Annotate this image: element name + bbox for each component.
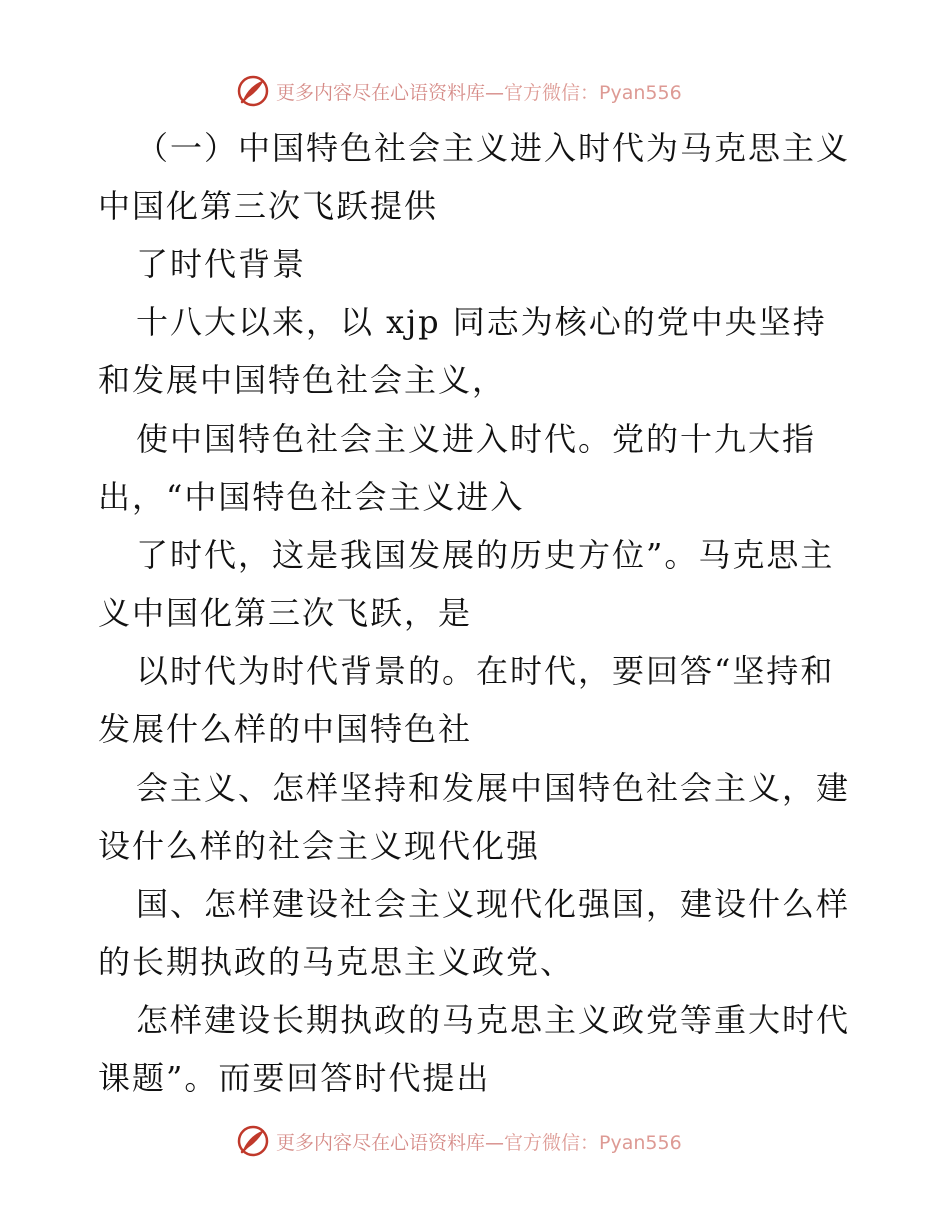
body-line: 中国化第三次飞跃提供	[98, 187, 439, 225]
body-line: 和发展中国特色社会主义，	[98, 361, 507, 399]
body-line: 课题”。而要回答时代提出	[98, 1059, 491, 1097]
body-line: 使中国特色社会主义进入时代。党的十九大指	[136, 420, 817, 458]
body-line: 了时代背景	[136, 245, 307, 283]
body-line: 会主义、怎样坚持和发展中国特色社会主义，建	[136, 769, 851, 807]
body-line: 怎样建设长期执政的马克思主义政党等重大时代	[136, 1001, 851, 1039]
footer-banner-wechat: 官方微信：Pyan556	[504, 1131, 682, 1154]
body-line: 的长期执政的马克思主义政党、	[98, 943, 575, 981]
quill-circle-logo-icon	[236, 1124, 270, 1158]
body-line: 以时代为时代背景的。在时代，要回答“坚持和	[136, 652, 835, 690]
footer-banner	[236, 1123, 682, 1159]
body-line: 义中国化第三次飞跃，是	[98, 594, 473, 632]
footer-banner-sep: —	[485, 1131, 505, 1154]
body-line: （一）中国特色社会主义进入时代为马克思主义	[136, 129, 851, 167]
body-line: 十八大以来，以 xjp 同志为核心的党中央坚持	[136, 303, 827, 341]
header-banner-sep: —	[485, 81, 505, 104]
body-line: 设什么样的社会主义现代化强	[98, 827, 541, 865]
footer-banner-main: 更多内容尽在心语资料库	[276, 1131, 486, 1154]
body-line: 出，“中国特色社会主义进入	[98, 478, 525, 516]
body-line: 了时代，这是我国发展的历史方位”。马克思主	[136, 536, 835, 574]
header-banner-main: 更多内容尽在心语资料库	[276, 81, 486, 104]
body-line: 国、怎样建设社会主义现代化强国，建设什么样	[136, 885, 851, 923]
footer-banner-text	[276, 1128, 682, 1155]
header-banner-wechat: 官方微信：Pyan556	[504, 81, 682, 104]
body-line: 发展什么样的中国特色社	[98, 710, 473, 748]
